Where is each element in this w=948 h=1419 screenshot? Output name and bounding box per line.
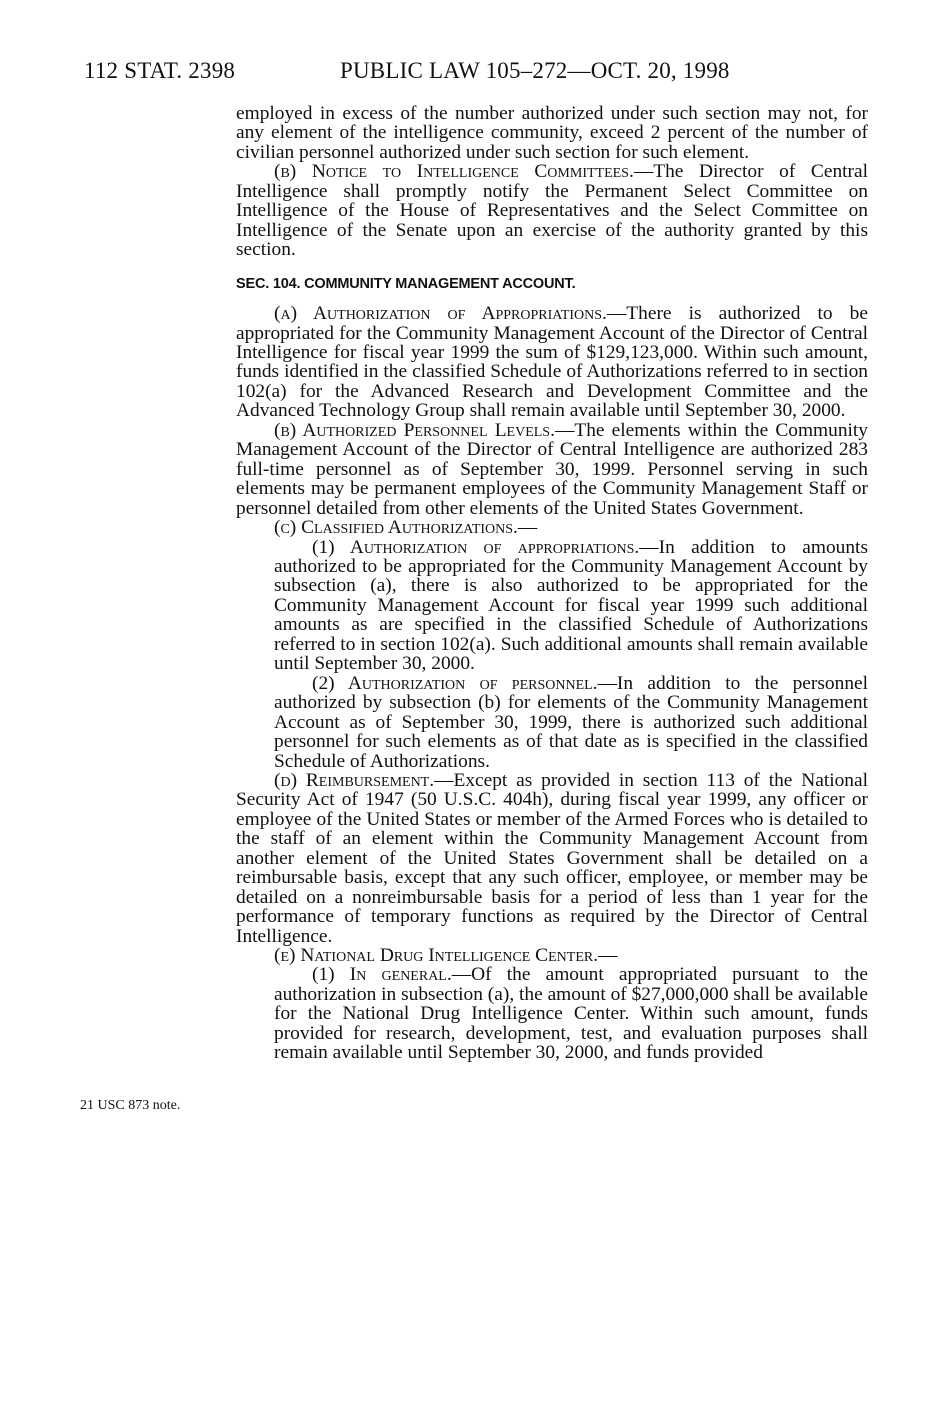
- paragraph-heading: (b) Notice to Intelligence Committees.: [274, 161, 634, 183]
- paragraph-c1: [236, 538, 868, 674]
- subsection-b: [236, 421, 868, 518]
- paragraph-text: —The Director of Central Intelligence shall promptly notify the Permanent Select Committee on Intelligence of the House of Representatives and the Select Committee on Intelligence of the Senate upon an exercise of the authority granted by this section.: [236, 161, 868, 261]
- subsection-text: —: [517, 517, 538, 539]
- paragraph-notice: [236, 162, 868, 259]
- subsection-heading: (e) National Drug Intelligence Center.: [274, 945, 599, 967]
- subsection-heading: (a) Authorization of Appropriations.: [274, 303, 607, 325]
- document-body: [236, 104, 868, 1063]
- subsection-d: [236, 771, 868, 946]
- paragraph-c2: [236, 674, 868, 771]
- subsection-c: [236, 518, 868, 537]
- paragraph-text: —In addition to the personnel authorized by subsection (b) for elements of the Community Management Account as of September 30, 1999, there is authorized such additional personnel for such elements as of that date as is specified in the classified Schedule of Authorizations.: [274, 672, 869, 772]
- section-heading: SEC. 104. COMMUNITY MANAGEMENT ACCOUNT.: [236, 275, 576, 292]
- paragraph-e1: [236, 965, 868, 1062]
- subsection-text: —The elements within the Community Management Account of the Director of Central Intelligence are authorized 283 full-time personnel as of September 30, 1999. Personnel serving in such elements may be permanent employees of the Community Management Staff or personnel detailed from other elements of the United States Government.: [236, 419, 869, 519]
- paragraph-heading: (1) Authorization of appropriations.: [312, 536, 640, 558]
- subsection-e: [236, 946, 868, 965]
- margin-citation-note: 21 USC 873 note.: [80, 1098, 181, 1113]
- paragraph-text: —In addition to amounts authorized to be appropriated for the Community Management Account by subsection (a), there is also authorized to be appropriated for the Community Management Account for fiscal year 1999 such additional amounts as are specified in the classified Schedule of Authorizations referred to in section 102(a). Such additional amounts shall remain available until September 30, 2000.: [274, 536, 868, 675]
- paragraph-heading: (1) In general.: [312, 964, 452, 986]
- subsection-text: —There is authorized to be appropriated for the Community Management Account of the Director of Central Intelligence for fiscal year 1999 the sum of $129,123,000. Within such amount, funds identified in the classified Schedule of Authorizations referred to in section 102(a) for the Advanced Research and Development Committee and the Advanced Technology Group shall remain available until September 30, 2000.: [236, 303, 868, 422]
- public-law-title: PUBLIC LAW 105–272—OCT. 20, 1998: [340, 58, 730, 83]
- subsection-heading: (d) Reimbursement.: [274, 769, 435, 791]
- paragraph-heading: (2) Authorization of personnel.: [312, 672, 598, 694]
- statute-page-number: 112 STAT. 2398: [84, 58, 236, 83]
- paragraph-text: —Of the amount appropriated pursuant to the authorization in subsection (a), the amount of $27,000,000 shall be available for the National Drug Intelligence Center. Within such amount, funds provided for research, development, test, and evaluation purposes shall remain available until September 30, 2000, and funds provided: [274, 964, 868, 1064]
- subsection-heading: (b) Authorized Personnel Levels.: [274, 419, 555, 441]
- subsection-text: —: [598, 945, 618, 967]
- paragraph-continued: employed in excess of the number authorized under such section may not, for any element of the intelligence community, exceed 2 percent of the number of civilian personnel authorized under such section for such element.: [236, 103, 868, 163]
- subsection-heading: (c) Classified Authorizations.: [274, 517, 518, 539]
- subsection-text: —Except as provided in section 113 of the National Security Act of 1947 (50 U.S.C. 404h), during fiscal year 1999, any officer or employee of the United States or member of the Armed Forces who is detailed to the staff of an element within the Community Management Account from another element of the United States Government shall be detailed on a reimbursable basis, except that any such officer, employee, or member may be detailed on a nonreimbursable basis for a period of less than 1 year for the performance of temporary functions as required by the Director of Central Intelligence.: [236, 769, 868, 947]
- subsection-a: [236, 304, 868, 421]
